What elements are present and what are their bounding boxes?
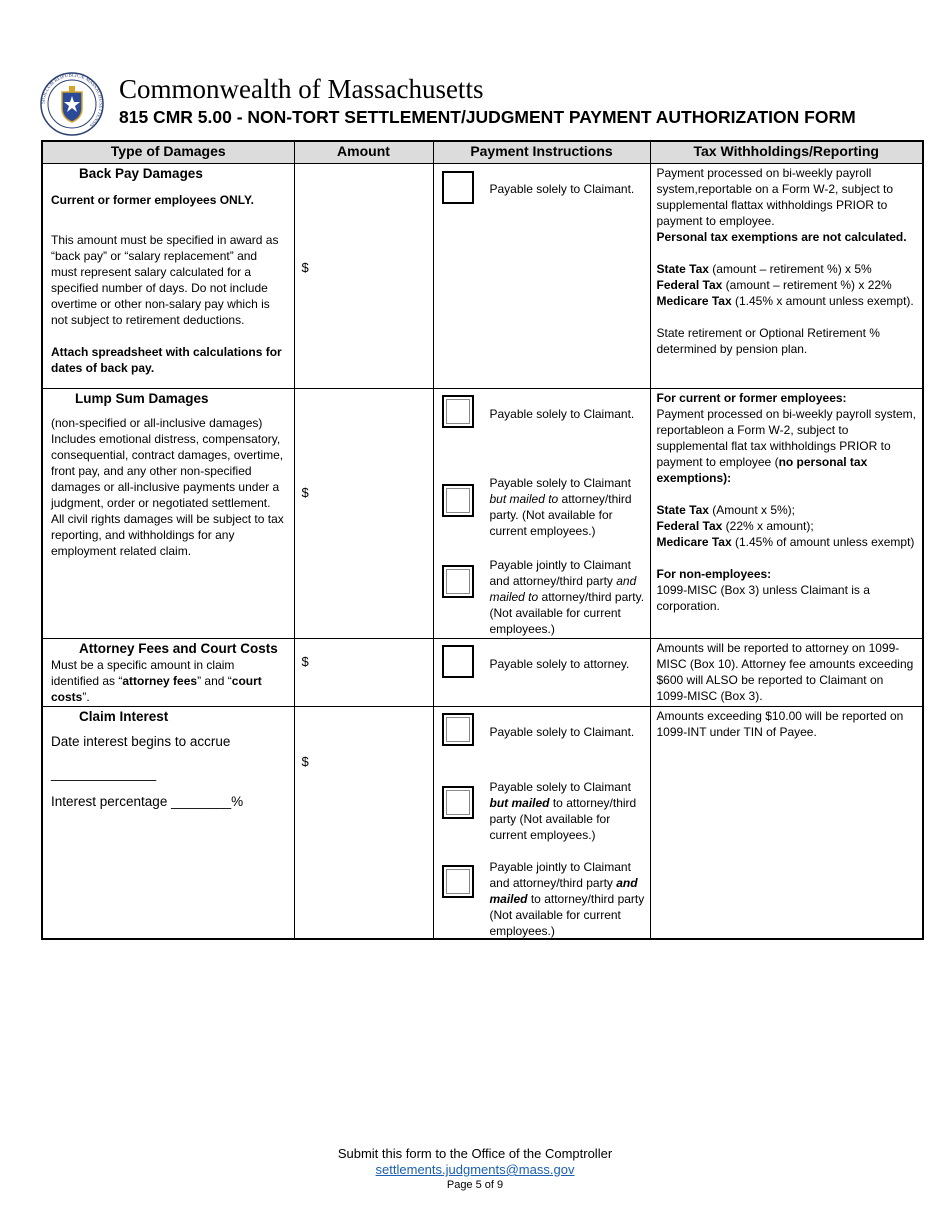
interest-date-field[interactable]: ______________ — [51, 765, 157, 781]
table-header-row — [42, 141, 923, 163]
tax-text: Amounts exceeding $10.00 will be reported on 1099-INT under TIN of Payee. — [656, 708, 904, 739]
checkbox[interactable] — [442, 865, 474, 898]
checkbox[interactable] — [442, 484, 474, 517]
tax-text: (1.45% x amount unless exempt). — [731, 293, 914, 308]
tax-text: Payment processed on bi-weekly payroll system, reportableon a Form W-2, subject to supplemental flat tax withholdings PRIOR to payment to employee (no personal tax exemptions): — [656, 406, 916, 485]
tax-label: State Tax — [656, 261, 709, 276]
checkbox[interactable] — [442, 786, 474, 819]
option-label: Payable solely to Claimant but mailed to attorney/third party (Not available for current employees.) — [489, 779, 637, 842]
back-pay-type-cell — [42, 163, 294, 388]
header-amount: Amount — [294, 141, 433, 163]
option-label: Payable solely to Claimant but mailed to attorney/third party. (Not available for current employees.) — [489, 475, 632, 538]
damages-table — [41, 140, 924, 940]
lump-sum-amount: $ — [301, 484, 309, 500]
tax-text: State retirement or Optional Retirement % determined by pension plan. — [656, 325, 880, 356]
tax-label: State Tax — [656, 502, 709, 517]
lump-sum-type-cell — [42, 388, 294, 638]
interest-title: Claim Interest — [79, 708, 169, 724]
tax-text: Amounts will be reported to attorney on 1099-MISC (Box 10). Attorney fee amounts exceeding $600 will ALSO be reported to Claimant on 1099-MISC (Box 3). — [656, 640, 914, 703]
interest-percentage-field[interactable]: Interest percentage ________% — [51, 793, 244, 809]
page-number: Page 5 of 9 — [446, 1179, 504, 1191]
attorney-amount: $ — [301, 653, 309, 669]
comptroller-email-link[interactable]: settlements.judgments@mass.gov — [375, 1162, 575, 1177]
lump-sum-payment-cell — [433, 388, 650, 638]
checkbox[interactable] — [442, 565, 474, 598]
seal-lettering: SIGILLUM REIPUBLICÆ MASSACHUSETTENSIS — [41, 73, 103, 128]
lump-sum-tax-cell — [650, 388, 923, 638]
tax-text: 1099-MISC (Box 3) unless Claimant is a corporation. — [656, 582, 870, 613]
back-pay-tax-cell — [650, 163, 923, 388]
tax-text: (amount – retirement %) x 22% — [722, 277, 892, 292]
checkbox[interactable] — [442, 395, 474, 428]
attorney-amount-cell[interactable] — [294, 638, 433, 706]
back-pay-amount: $ — [301, 259, 309, 275]
attorney-payment-cell — [433, 638, 650, 706]
back-pay-row — [42, 163, 923, 388]
interest-tax-cell — [650, 706, 923, 939]
back-pay-amount-cell[interactable] — [294, 163, 433, 388]
interest-amount: $ — [301, 753, 309, 769]
option-label: Payable solely to Claimant. — [489, 724, 635, 739]
lump-sum-description: (non-specified or all-inclusive damages) Includes emotional distress, compensatory, consequential, contract damages, overtime, front pay, and any other non-specified damages or all-inclusive payments under a judgment, order or negotiated settlement. All civil rights damages will be subject to tax reporting, and withholdings for any employment related claim. — [51, 415, 284, 558]
tax-heading: For non-employees: — [656, 566, 772, 581]
tax-label: Medicare Tax — [656, 293, 732, 308]
lump-sum-row — [42, 388, 923, 638]
tax-text: Personal tax exemptions are not calculated. — [656, 229, 907, 244]
tax-text: (22% x amount); — [722, 518, 814, 533]
option-label: Payable jointly to Claimant and attorney/third party and mailed to attorney/third party (Not available for current employees.) — [489, 859, 645, 938]
attorney-description: Must be a specific amount in claim identified as “attorney fees” and “court costs”. — [51, 657, 262, 704]
back-pay-payment-cell — [433, 163, 650, 388]
interest-type-cell — [42, 706, 294, 939]
interest-amount-cell[interactable] — [294, 706, 433, 939]
header-payment-instructions: Payment Instructions — [433, 141, 650, 163]
option-label: Payable jointly to Claimant and attorney/third party and mailed to attorney/third party. (Not available for current employees.) — [489, 557, 645, 636]
attorney-type-cell — [42, 638, 294, 706]
organization-name: Commonwealth of Massachusetts — [119, 74, 484, 104]
interest-payment-cell — [433, 706, 650, 939]
back-pay-description: This amount must be specified in award as “back pay” or “salary replacement” and must represent salary calculated for a specified number of days. Do not include overtime or other non-salary pay which is not subject to retirement deductions. — [51, 232, 279, 327]
attorney-fees-row — [42, 638, 923, 706]
checkbox[interactable] — [442, 713, 474, 746]
tax-heading: For current or former employees: — [656, 390, 847, 405]
tax-text: Payment processed on bi-weekly payroll system,reportable on a Form W-2, subject to supplemental flattax withholdings PRIOR to payment to employee. — [656, 165, 894, 228]
submit-instruction: Submit this form to the Office of the Comptroller — [337, 1146, 613, 1161]
tax-text: (amount – retirement %) x 5% — [708, 261, 872, 276]
back-pay-note: Attach spreadsheet with calculations for dates of back pay. — [51, 344, 282, 375]
checkbox[interactable] — [442, 645, 474, 678]
option-label: Payable solely to attorney. — [489, 656, 630, 671]
checkbox[interactable] — [442, 171, 474, 204]
lump-sum-title: Lump Sum Damages — [75, 390, 209, 406]
lump-sum-amount-cell[interactable] — [294, 388, 433, 638]
option-label: Payable solely to Claimant. — [489, 181, 635, 196]
attorney-title: Attorney Fees and Court Costs — [79, 640, 278, 656]
claim-interest-row — [42, 706, 923, 939]
massachusetts-seal-icon — [40, 72, 104, 136]
tax-text: (1.45% of amount unless exempt) — [731, 534, 915, 549]
tax-label: Federal Tax — [656, 277, 723, 292]
tax-label: Medicare Tax — [656, 534, 732, 549]
back-pay-subtitle: Current or former employees ONLY. — [51, 192, 254, 207]
back-pay-title: Back Pay Damages — [79, 165, 203, 181]
tax-text: (Amount x 5%); — [708, 502, 795, 517]
document-footer — [0, 1146, 950, 1192]
form-title: 815 CMR 5.00 - NON-TORT SETTLEMENT/JUDGMENT PAYMENT AUTHORIZATION FORM — [119, 107, 856, 127]
tax-label: Federal Tax — [656, 518, 723, 533]
attorney-tax-cell — [650, 638, 923, 706]
header-type-of-damages: Type of Damages — [42, 141, 294, 163]
option-label: Payable solely to Claimant. — [489, 406, 635, 421]
header-tax-withholdings: Tax Withholdings/Reporting — [650, 141, 923, 163]
document-header — [40, 70, 920, 132]
interest-date-label: Date interest begins to accrue — [51, 733, 231, 749]
